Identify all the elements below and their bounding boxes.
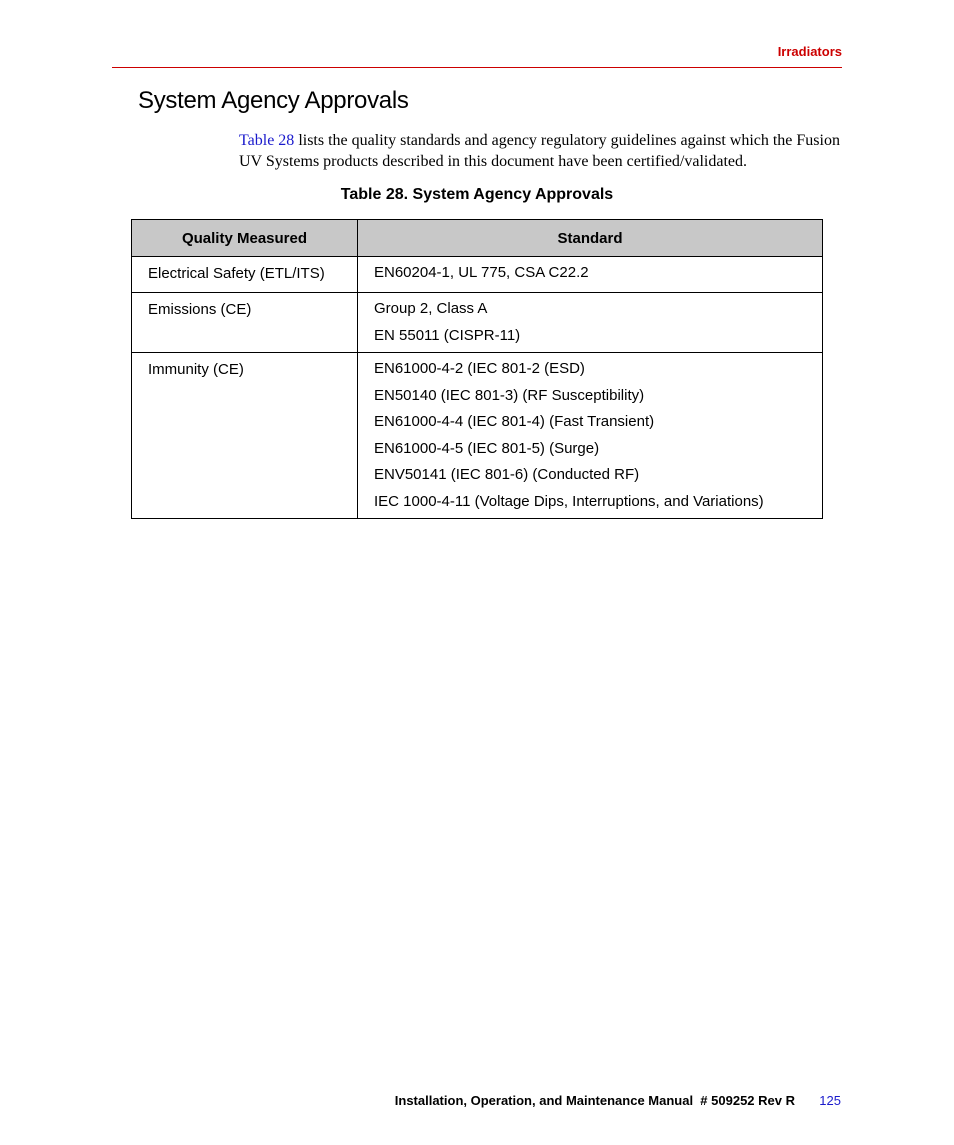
standard-item: EN61000-4-4 (IEC 801-4) (Fast Transient)	[374, 413, 655, 430]
footer-manual-title: Installation, Operation, and Maintenance Manual # 509252 Rev R	[394, 1093, 795, 1108]
column-header-quality: Quality Measured	[132, 220, 358, 257]
quality-cell: Emissions (CE)	[132, 293, 358, 353]
table-row	[132, 353, 823, 519]
standard-item: IEC 1000-4-11 (Voltage Dips, Interruptions, and Variations)	[374, 492, 764, 510]
standard-cell	[358, 353, 823, 519]
standard-item: Group 2, Class A	[374, 300, 488, 317]
standard-item: EN50140 (IEC 801-3) (RF Susceptibility)	[374, 386, 645, 404]
standard-item: EN60204-1, UL 775, CSA C22.2	[374, 264, 589, 281]
table-row	[132, 293, 823, 353]
approvals-table	[131, 219, 823, 519]
standard-item: ENV50141 (IEC 801-6) (Conducted RF)	[374, 466, 640, 483]
intro-paragraph	[239, 130, 842, 172]
table-reference-link[interactable]: Table 28	[239, 132, 295, 149]
standard-cell	[358, 293, 823, 353]
table-caption: Table 28. System Agency Approvals	[340, 186, 614, 203]
header-rule	[112, 67, 842, 68]
standard-item: EN61000-4-2 (IEC 801-2 (ESD)	[374, 360, 585, 377]
column-header-standard: Standard	[358, 220, 823, 257]
table-header-row	[132, 220, 823, 257]
page-number: 125	[819, 1093, 841, 1108]
quality-cell: Immunity (CE)	[132, 353, 358, 519]
intro-text: lists the quality standards and agency regulatory guidelines against which the Fusion UV Systems products described in this document have been certified/validated.	[239, 132, 840, 170]
running-header-section: Irradiators	[777, 44, 842, 59]
standard-item: EN 55011 (CISPR-11)	[374, 326, 521, 344]
standard-cell	[358, 257, 823, 293]
section-title: System Agency Approvals	[138, 87, 409, 114]
standard-item: EN61000-4-5 (IEC 801-5) (Surge)	[374, 439, 600, 457]
quality-cell: Electrical Safety (ETL/ITS)	[132, 257, 358, 293]
table-row	[132, 257, 823, 293]
